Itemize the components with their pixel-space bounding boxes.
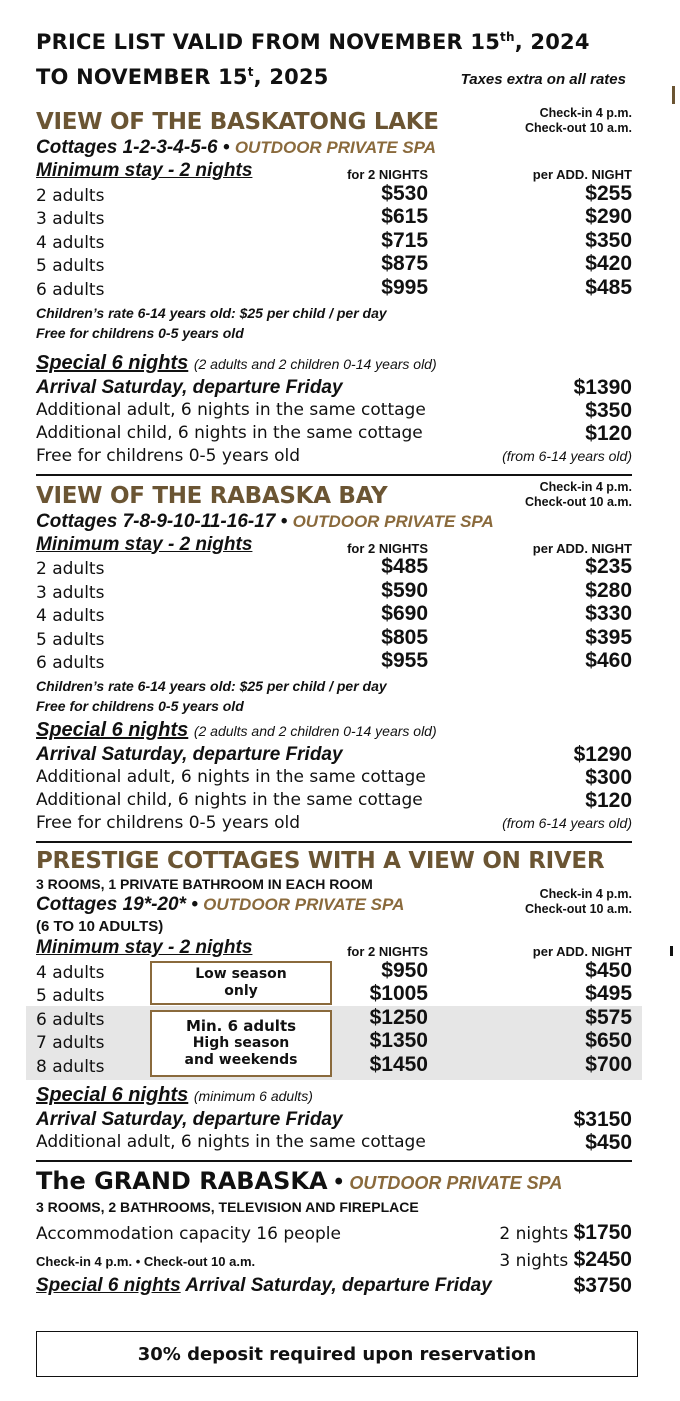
table-row: 5 adults $1005 $495: [36, 982, 632, 1006]
table-row: 2 adults $530 $255: [36, 181, 632, 206]
divider: [36, 1160, 632, 1162]
checkin-info: Check-in 4 p.m. Check-out 10 a.m.: [525, 106, 632, 135]
divider: [36, 841, 632, 843]
capacity-row: Accommodation capacity 16 people 2 nights $1750: [36, 1220, 632, 1244]
additional-adult-row: Additional adult, 6 nights in the same cottage $300: [36, 766, 632, 789]
section-2-cottages: Cottages 7-8-9-10-11-16-17 • OUTDOOR PRIVATE SPA: [36, 510, 494, 532]
table-row: 3 adults $615 $290: [36, 205, 632, 229]
adults-range: (6 TO 10 ADULTS): [36, 918, 164, 935]
section-3-col-headers: Minimum stay - 2 nights for 2 NIGHTS per ADD. NIGHT: [36, 937, 632, 959]
free-children-note: Free for childrens 0-5 years old: [36, 324, 244, 341]
high-season-box: Min. 6 adults High season and weekends: [150, 1010, 332, 1077]
table-row: 5 adults $805 $395: [36, 625, 632, 650]
section-2-title: VIEW OF THE RABASKA BAY: [36, 482, 388, 509]
section-3-title: PRESTIGE COTTAGES WITH A VIEW ON RIVER: [36, 848, 605, 874]
table-row: 4 adults $690 $330: [36, 602, 632, 626]
section-3-cottages: Cottages 19*-20* • OUTDOOR PRIVATE SPA: [36, 894, 405, 915]
min-stay-label: Minimum stay - 2 nights: [36, 937, 253, 958]
section-3-rooms: 3 ROOMS, 1 PRIVATE BATHROOM IN EACH ROOM: [36, 876, 373, 892]
section-4-title: The GRAND RABASKA: [36, 1166, 328, 1195]
checkinout-row: Check-in 4 p.m. • Check-out 10 a.m. 3 nights $2450: [36, 1247, 632, 1271]
min-stay-label: Minimum stay - 2 nights: [36, 160, 253, 181]
low-season-box: Low season only: [150, 961, 332, 1005]
additional-child-row: Additional child, 6 nights in the same cottage $120: [36, 789, 632, 812]
free-children-row: Free for childrens 0-5 years old (from 6-14 years old): [36, 813, 632, 833]
section-1-cottages: Cottages 1-2-3-4-5-6 • OUTDOOR PRIVATE SPA: [36, 137, 437, 158]
section-1-price-table: [36, 182, 632, 300]
header-line-1: PRICE LIST VALID FROM NOVEMBER 15th, 2024: [36, 30, 590, 54]
table-row: 4 adults $715 $350: [36, 228, 632, 253]
section-4-rooms: 3 ROOMS, 2 BATHROOMS, TELEVISION AND FIREPLACE: [36, 1198, 419, 1215]
table-row: 3 adults $590 $280: [36, 578, 632, 603]
deposit-notice: 30% deposit required upon reservation: [36, 1331, 638, 1377]
special-arrival-row: Arrival Saturday, departure Friday $1290: [36, 743, 632, 766]
section-1-col-headers: Minimum stay - 2 nights for 2 NIGHTS per ADD. NIGHT: [36, 160, 632, 182]
checkin-info: Check-in 4 p.m. Check-out 10 a.m.: [525, 887, 632, 916]
children-rate-note: Children’s rate 6-14 years old: $25 per child / per day: [36, 304, 387, 321]
table-row: 7 adults $1350 $650: [36, 1029, 632, 1053]
section-2-col-headers: Minimum stay - 2 nights for 2 NIGHTS per ADD. NIGHT: [36, 533, 632, 556]
section-4-title-row: The GRAND RABASKA • OUTDOOR PRIVATE SPA: [36, 1166, 563, 1195]
checkin-info: Check-in 4 p.m. Check-out 10 a.m.: [525, 479, 632, 509]
divider: [36, 474, 632, 476]
section-1-title: VIEW OF THE BASKATONG LAKE: [36, 109, 439, 135]
edge-mark: [672, 86, 675, 104]
special-offer-title: Special 6 nights (minimum 6 adults): [36, 1083, 313, 1106]
edge-mark: [670, 946, 673, 956]
table-row: 2 adults $485 $235: [36, 555, 632, 579]
table-row: 6 adults $955 $460: [36, 649, 632, 673]
children-rate-note: Children’s rate 6-14 years old: $25 per child / per day: [36, 678, 387, 694]
table-row: 6 adults $995 $485: [36, 275, 632, 300]
table-row: 8 adults $1450 $700: [36, 1052, 632, 1077]
section-2-price-table: [36, 556, 632, 674]
section-4-special-row: Special 6 nights Arrival Saturday, departure Friday $3750: [36, 1273, 632, 1297]
price-list: [36, 22, 632, 1297]
section-1-title-row: [36, 106, 632, 136]
table-row: 5 adults $875 $420: [36, 252, 632, 276]
table-row: 4 adults $950 $450: [36, 958, 632, 983]
free-children-row: Free for childrens 0-5 years old (from 6-14 years old): [36, 445, 632, 466]
section-2-title-row: [36, 480, 632, 510]
header-line-2: TO NOVEMBER 15$^t$, 2025 Taxes extra on all rates: [36, 65, 626, 89]
free-children-note: Free for childrens 0-5 years old: [36, 698, 244, 714]
taxes-note: Taxes extra on all rates: [460, 71, 626, 88]
special-arrival-row: Arrival Saturday, departure Friday $3150: [36, 1107, 632, 1131]
special-offer-title: Special 6 nights (2 adults and 2 children 0-14 years old): [36, 719, 437, 741]
section-3-cottages-row: [36, 887, 632, 917]
additional-adult-row: Additional adult, 6 nights in the same cottage $350: [36, 398, 632, 422]
additional-adult-row: Additional adult, 6 nights in the same cottage $450: [36, 1130, 632, 1154]
special-offer-title: Special 6 nights (2 adults and 2 children 0-14 years old): [36, 351, 437, 374]
additional-child-row: Additional child, 6 nights in the same cottage $120: [36, 421, 632, 445]
min-stay-label: Minimum stay - 2 nights: [36, 533, 253, 555]
section-3-price-table: [36, 959, 632, 1077]
special-arrival-row: Arrival Saturday, departure Friday $1390: [36, 375, 632, 399]
table-row: 6 adults $1250 $575: [36, 1005, 632, 1030]
